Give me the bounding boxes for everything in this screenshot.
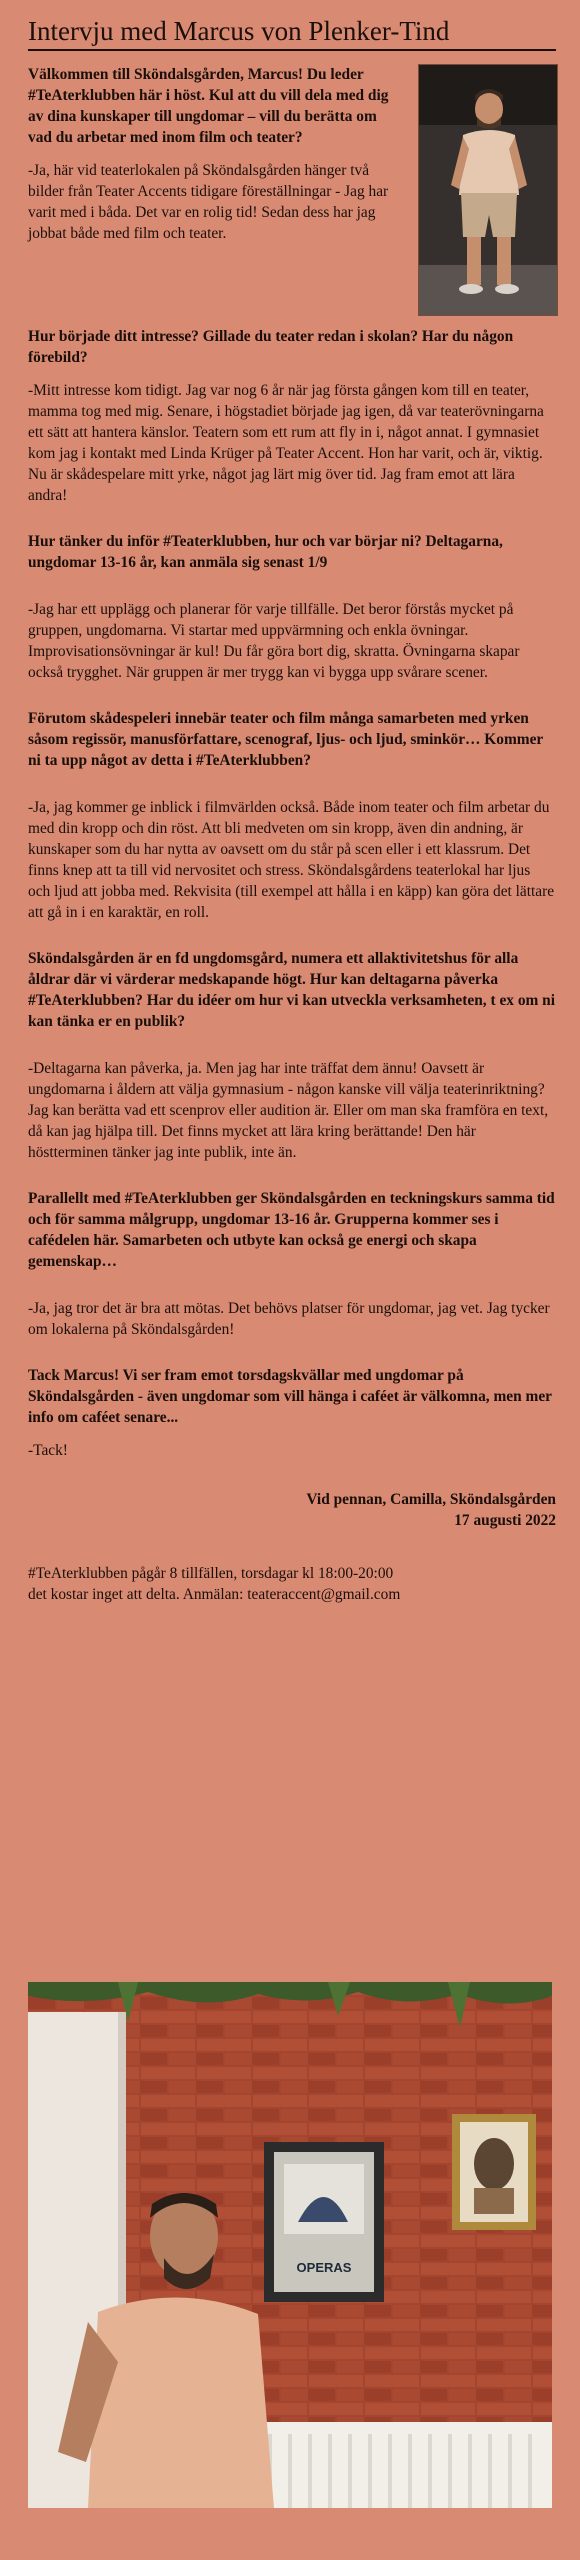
framed-poster-right [452,2114,536,2230]
intro-section [28,64,556,326]
signature-author: Vid pennan, Camilla, Sköndalsgården [306,1491,556,1508]
answer-6: -Tack! [28,1442,68,1459]
footer-info [28,1563,556,1605]
footer-signup: det kostar inget att delta. Anmälan: teateraccent@gmail.com [28,1586,401,1603]
question-3: Förutom skådespeleri innebär teater och film många samarbeten med yrken såsom regissör, manusförfattare, scenograf, ljus- och ljud, sminkör… Kommer ni ta upp något av detta i #TeAterklubben? [28,710,543,769]
answer-1: -Mitt intresse kom tidigt. Jag var nog 6 år när jag första gången kom till en teater, mamma tog med mig. Senare, i högstadiet började jag igen, då var teaterövningarna ett sätt att hantera känslor. Teatern som ett rum att fly in i, något annat. I gymnasiet kom jag i kontakt med Linda Krüger på Teater Accent. Hon har varit, och är, viktig. Nu är skådespelare mitt yrke, något jag lärt mig över tid. Jag fram emot att lära andra! [28,382,544,504]
question-4: Sköndalsgården är en fd ungdomsgård, numera ett allaktivitetshus för alla åldrar där vi värderar medskapande högt. Hur kan deltagarna påverka #TeAterklubben? Har du idéer om hur vi kan utveckla verksamheten, t ex om ni kan tänka er en publik? [28,950,556,1030]
question-2: Hur tänker du inför #Teaterklubben, hur och var börjar ni? Deltagarna, ungdomar 13-16 år, kan anmäla sig senast 1/9 [28,533,503,571]
question-5: Parallellt med #TeAterklubben ger Sköndalsgården en teckningskurs samma tid och för samma målgrupp, ungdomar 13-16 år. Grupperna kommer ses i cafédelen här. Samarbeten och utbyte kan också ge energi och skapa gemenskap… [28,1190,555,1270]
signature-date: 17 augusti 2022 [454,1512,556,1529]
answer-3: -Ja, jag kommer ge inblick i filmvärlden också. Både inom teater och film arbetar du med din kropp och din röst. Att bli medveten om sin kropp, även din andning, är kunskaper som du har nytta av oavsett om du står på scen eller i ett klassrum. Det finns knep att ta till vid nervositet och stress. Sköndalsgårdens teaterlokal har ljus och ljud att jobba med. Rekvisita (till exempel att hålla i en käpp) kan göra det lättare att gå in i en karaktär, en roll. [28,799,555,921]
portrait-photo [418,64,558,316]
poster-left-text: OPERAS [296,2260,352,2275]
intro-answer: -Ja, här vid teaterlokalen på Sköndalsgården hänger två bilder från Teater Accents tidigare föreställningar - Jag har varit med i båda. Det var en rolig tid! Sedan dess har jag jobbat både med film och teater. [28,162,389,242]
intro-question: Välkommen till Sköndalsgården, Marcus! Du leder #TeAterklubben här i höst. Kul att du vill dela med dig av dina kunskaper till ungdomar – vill du berätta om vad du arbetar med inom film och teater? [28,66,389,146]
brick-wall-photo [28,1982,552,2508]
article [28,14,556,1605]
answer-5: -Ja, jag tror det är bra att mötas. Det behövs platser för ungdomar, jag vet. Jag tycker om lokalerna på Sköndalsgården! [28,1300,550,1338]
answer-2: -Jag har ett upplägg och planerar för varje tillfälle. Det beror förstås mycket på gruppen, ungdomarna. Vi startar med uppvärmning och enkla övningar. Improvisationsövningar är kul! Du får göra bort dig, skratta. Övningarna skapar också trygghet. När gruppen är mer trygg kan vi bygga upp svårare scener. [28,601,520,681]
article-title: Intervju med Marcus von Plenker-Tind [28,14,556,51]
signature [28,1489,556,1531]
question-6: Tack Marcus! Vi ser fram emot torsdagskvällar med ungdomar på Sköndalsgården - även ungdomar som vill hänga i caféet är välkomna, men mer info om caféet senare... [28,1367,552,1426]
answer-4: -Deltagarna kan påverka, ja. Men jag har inte träffat dem ännu! Oavsett är ungdomarna i åldern att välja gymnasium - någon kanske vill välja teaterinriktning? Jag kan berätta vad ett scenprov eller audition är. Eller om man ska framföra en text, då kan jag hjälpa till. Det finns mycket att lära kring berättande! Den här höstterminen tänker jag inte publik, inte än. [28,1060,549,1161]
framed-poster-left [264,2142,384,2302]
footer-schedule: #TeAterklubben pågår 8 tillfällen, torsdagar kl 18:00-20:00 [28,1565,394,1582]
question-1: Hur började ditt intresse? Gillade du teater redan i skolan? Har du någon förebild? [28,328,514,366]
